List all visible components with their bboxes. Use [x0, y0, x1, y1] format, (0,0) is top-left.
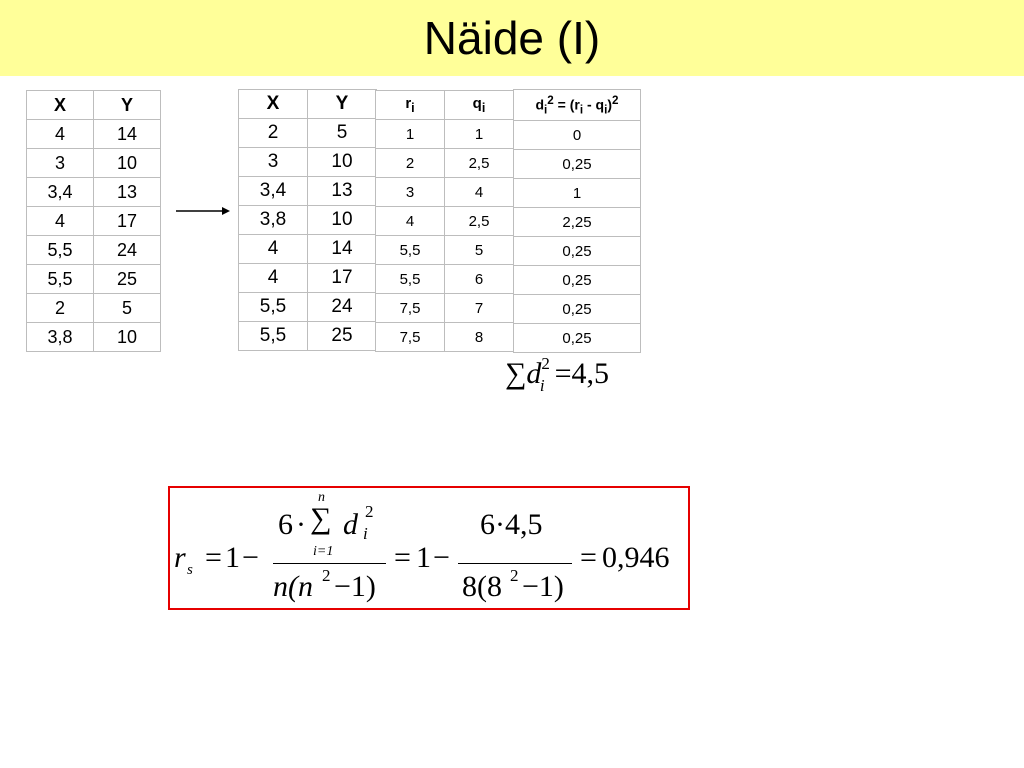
table-row	[27, 265, 161, 294]
table-row	[514, 121, 641, 150]
table-cell: 5,5	[27, 236, 94, 265]
table-row	[376, 207, 514, 236]
sum-lower-limit: i=1	[313, 544, 334, 559]
denominator-value-tail: −1)	[522, 570, 564, 603]
table-row	[239, 206, 377, 235]
table-cell: 5,5	[239, 293, 308, 322]
column-header-d-squared: $d_i^2 = (r_i - q_i)^2$	[514, 90, 641, 121]
table-cell: 0,25	[514, 237, 641, 266]
table-cell: 2,25	[514, 208, 641, 237]
table-cell: 7	[445, 294, 514, 323]
table-cell: 13	[308, 177, 377, 206]
table-cell: 8	[445, 323, 514, 352]
arrow-right-icon	[175, 203, 231, 219]
table-cell: 5,5	[376, 265, 445, 294]
ranks-table	[375, 90, 514, 352]
formula-r-sub: s	[187, 562, 193, 578]
table-cell: 3	[239, 148, 308, 177]
table-cell: 5	[445, 236, 514, 265]
denominator-value: 8(8	[462, 570, 502, 603]
table-row	[514, 179, 641, 208]
formula-one: 1	[416, 541, 431, 574]
table-row	[27, 236, 161, 265]
table-cell: 17	[308, 264, 377, 293]
table-row	[376, 236, 514, 265]
table-cell: 3	[376, 178, 445, 207]
table-row	[514, 150, 641, 179]
table-cell: 0,25	[514, 324, 641, 353]
table-cell: 4	[376, 207, 445, 236]
table-cell: 1	[376, 120, 445, 149]
table-cell: 24	[308, 293, 377, 322]
table-row	[239, 293, 377, 322]
table-cell: 4	[445, 178, 514, 207]
table-row	[376, 149, 514, 178]
denominator-n: n(n	[273, 570, 313, 603]
table-row	[376, 294, 514, 323]
table-row	[239, 322, 377, 351]
table-cell: 0,25	[514, 266, 641, 295]
numerator-d: d	[343, 508, 358, 541]
denominator-sup: 2	[322, 566, 331, 585]
table-cell: 3,8	[239, 206, 308, 235]
formula-r: r	[174, 541, 186, 574]
table-cell: 3,4	[27, 178, 94, 207]
numerator-value: 6·4,5	[480, 508, 543, 541]
table-cell: 5,5	[376, 236, 445, 265]
fraction-bar	[458, 563, 572, 564]
squared-difference-table	[513, 89, 641, 353]
sum-sigma: ∑	[310, 502, 332, 535]
table-cell: 14	[94, 120, 161, 149]
table-cell: 2	[239, 119, 308, 148]
slide-title: Näide (I)	[423, 12, 601, 64]
table-cell: 0	[514, 121, 641, 150]
table-cell: 7,5	[376, 294, 445, 323]
table-row	[27, 294, 161, 323]
table-cell: 4	[27, 207, 94, 236]
table-row	[514, 208, 641, 237]
table-cell: 0,25	[514, 150, 641, 179]
table-cell: 5,5	[27, 265, 94, 294]
numerator-d-sub: i	[363, 524, 368, 543]
formula-result: 0,946	[602, 541, 670, 574]
table-cell: 1	[445, 120, 514, 149]
table-cell: 0,25	[514, 295, 641, 324]
table-row	[514, 295, 641, 324]
column-header-q-rank: $q_i$	[445, 91, 514, 120]
table-cell: 24	[94, 236, 161, 265]
denominator-tail: −1)	[334, 570, 376, 603]
table-row	[27, 149, 161, 178]
column-header-x: X	[239, 90, 308, 119]
table-cell: 25	[308, 322, 377, 351]
table-row	[514, 237, 641, 266]
numerator-d-sup: 2	[365, 502, 374, 521]
table-cell: 5,5	[239, 322, 308, 351]
table-row	[239, 148, 377, 177]
numerator-six: 6	[278, 508, 293, 541]
table-row	[376, 323, 514, 352]
table-cell: 2,5	[445, 149, 514, 178]
table-cell: 10	[94, 323, 161, 352]
table-cell: 1	[514, 179, 641, 208]
numerator-dot: ·	[296, 508, 306, 541]
table-cell: 5	[94, 294, 161, 323]
table-cell: 3,8	[27, 323, 94, 352]
table-row	[514, 324, 641, 353]
spearman-formula-box	[168, 486, 690, 610]
table-cell: 5	[308, 119, 377, 148]
formula-minus: −	[433, 541, 450, 574]
table-cell: 10	[308, 148, 377, 177]
table-cell: 25	[94, 265, 161, 294]
formula-minus: −	[242, 541, 259, 574]
table-row	[376, 265, 514, 294]
table-cell: 2	[376, 149, 445, 178]
table-cell: 3,4	[239, 177, 308, 206]
sum-d-squared-formula: $\sum d^2_i =4,5$	[505, 354, 610, 395]
table-row	[239, 264, 377, 293]
original-data-table	[26, 90, 161, 352]
column-header-x: X	[27, 91, 94, 120]
table-row	[27, 323, 161, 352]
table-cell: 17	[94, 207, 161, 236]
formula-equals: =	[205, 541, 222, 574]
formula-one: 1	[225, 541, 240, 574]
sum-upper-limit: n	[318, 490, 325, 505]
table-cell: 13	[94, 178, 161, 207]
table-cell: 4	[239, 264, 308, 293]
table-row	[239, 177, 377, 206]
table-cell: 10	[94, 149, 161, 178]
column-header-r-rank: $r_i$	[376, 91, 445, 120]
column-header-y: Y	[94, 91, 161, 120]
table-cell: 14	[308, 235, 377, 264]
table-cell: 2	[27, 294, 94, 323]
sorted-data-table	[238, 89, 377, 351]
table-row	[514, 266, 641, 295]
table-row	[27, 120, 161, 149]
table-cell: 10	[308, 206, 377, 235]
table-row	[239, 235, 377, 264]
formula-equals: =	[580, 541, 597, 574]
table-cell: 6	[445, 265, 514, 294]
table-cell: 2,5	[445, 207, 514, 236]
table-row	[376, 120, 514, 149]
table-cell: 7,5	[376, 323, 445, 352]
table-row	[239, 119, 377, 148]
denominator-value-sup: 2	[510, 566, 519, 585]
table-cell: 4	[27, 120, 94, 149]
column-header-y: Y	[308, 90, 377, 119]
formula-equals: =	[394, 541, 411, 574]
table-row	[27, 207, 161, 236]
table-row	[376, 178, 514, 207]
table-row	[27, 178, 161, 207]
table-cell: 3	[27, 149, 94, 178]
table-cell: 4	[239, 235, 308, 264]
fraction-bar	[273, 563, 386, 564]
